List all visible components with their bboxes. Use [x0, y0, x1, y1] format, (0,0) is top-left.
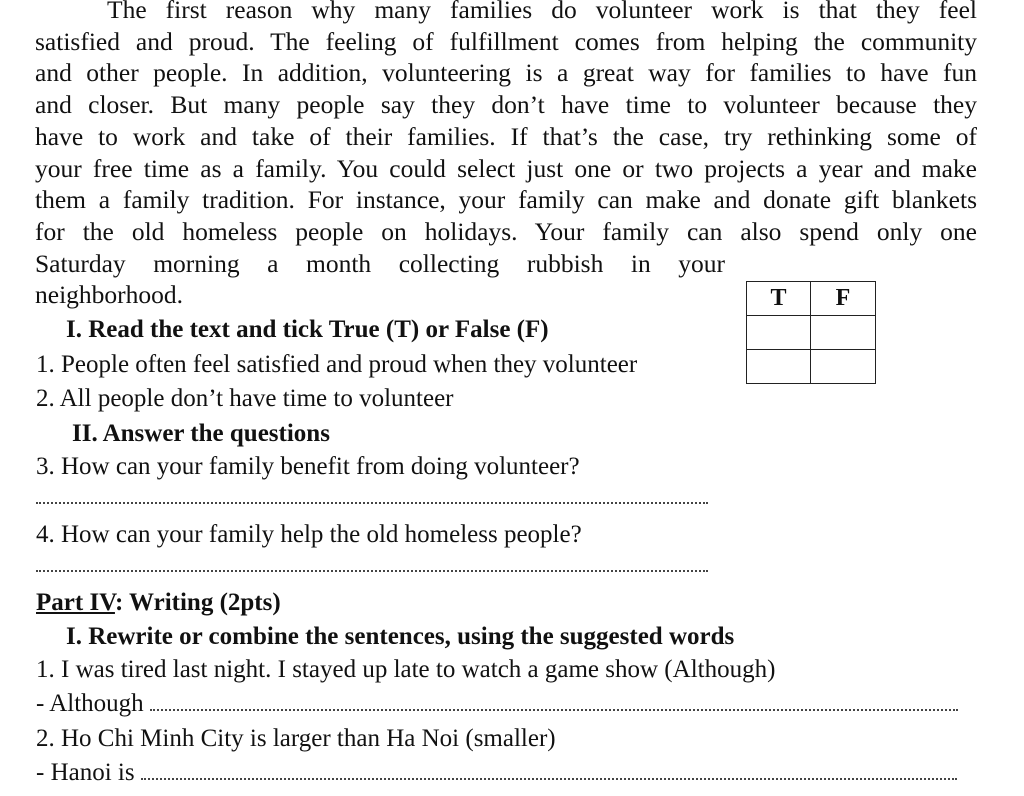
statement-1: 1. People often feel satisfied and proud when they volunteer [36, 351, 638, 378]
part-iv-heading [36, 588, 281, 618]
question-4: 4. How can your family help the old homeless people? [36, 521, 582, 548]
part-iv-label: Part IV [36, 589, 115, 616]
passage-line: them a family tradition. For instance, your family can make and donate gift blankets [35, 185, 977, 215]
true-false-table [746, 281, 876, 384]
rewrite-item-2: 2. Ho Chi Minh City is larger than Ha Noi (smaller) [36, 725, 556, 752]
answer-line-4[interactable] [36, 568, 708, 572]
question-3: 3. How can your family benefit from doing volunteer? [36, 453, 580, 480]
part-iv-title: : Writing (2pts) [114, 589, 281, 616]
passage-line: and other people. In addition, volunteering is a great way for families to have fun [35, 58, 977, 88]
section-ii-heading: II. Answer the questions [72, 420, 330, 447]
answer-cell-2-true[interactable] [747, 350, 811, 384]
rewrite-item-1: 1. I was tired last night. I stayed up late to watch a game show (Although) [36, 656, 776, 683]
passage-line: have to work and take of their families. If that’s the case, try rethinking some of [35, 121, 977, 151]
rewrite-answer-1 [36, 689, 958, 719]
answer-1-line[interactable] [150, 707, 958, 711]
answer-line-3[interactable] [36, 500, 708, 504]
rewrite-answer-2 [36, 758, 957, 788]
section-i-heading: I. Read the text and tick True (T) or False (F) [66, 316, 549, 343]
false-header: F [811, 282, 876, 316]
answer-1-prefix: - Although [36, 690, 144, 717]
answer-cell-1-true[interactable] [747, 316, 811, 350]
statement-2: 2. All people don’t have time to volunteer [36, 385, 454, 412]
passage-line: your free time as a family. You could select just one or two projects a year and make [35, 153, 977, 183]
rewrite-heading: I. Rewrite or combine the sentences, using the suggested words [66, 623, 735, 650]
true-header: T [747, 282, 811, 316]
passage-line: satisfied and proud. The feeling of fulfillment comes from helping the community [35, 26, 977, 56]
reading-passage [35, 0, 977, 311]
passage-line: neighborhood. [35, 280, 184, 310]
answer-2-prefix: - Hanoi is [36, 759, 135, 786]
passage-line: Saturday morning a month collecting rubbish in your [35, 248, 725, 278]
answer-cell-2-false[interactable] [811, 350, 876, 384]
answer-cell-1-false[interactable] [811, 316, 876, 350]
passage-line: for the old homeless people on holidays. Your family can also spend only one [35, 216, 977, 246]
passage-line: and closer. But many people say they don’t have time to volunteer because they [35, 90, 977, 120]
answer-2-line[interactable] [141, 776, 957, 780]
passage-line: The first reason why many families do volunteer work is that they feel [107, 0, 977, 24]
